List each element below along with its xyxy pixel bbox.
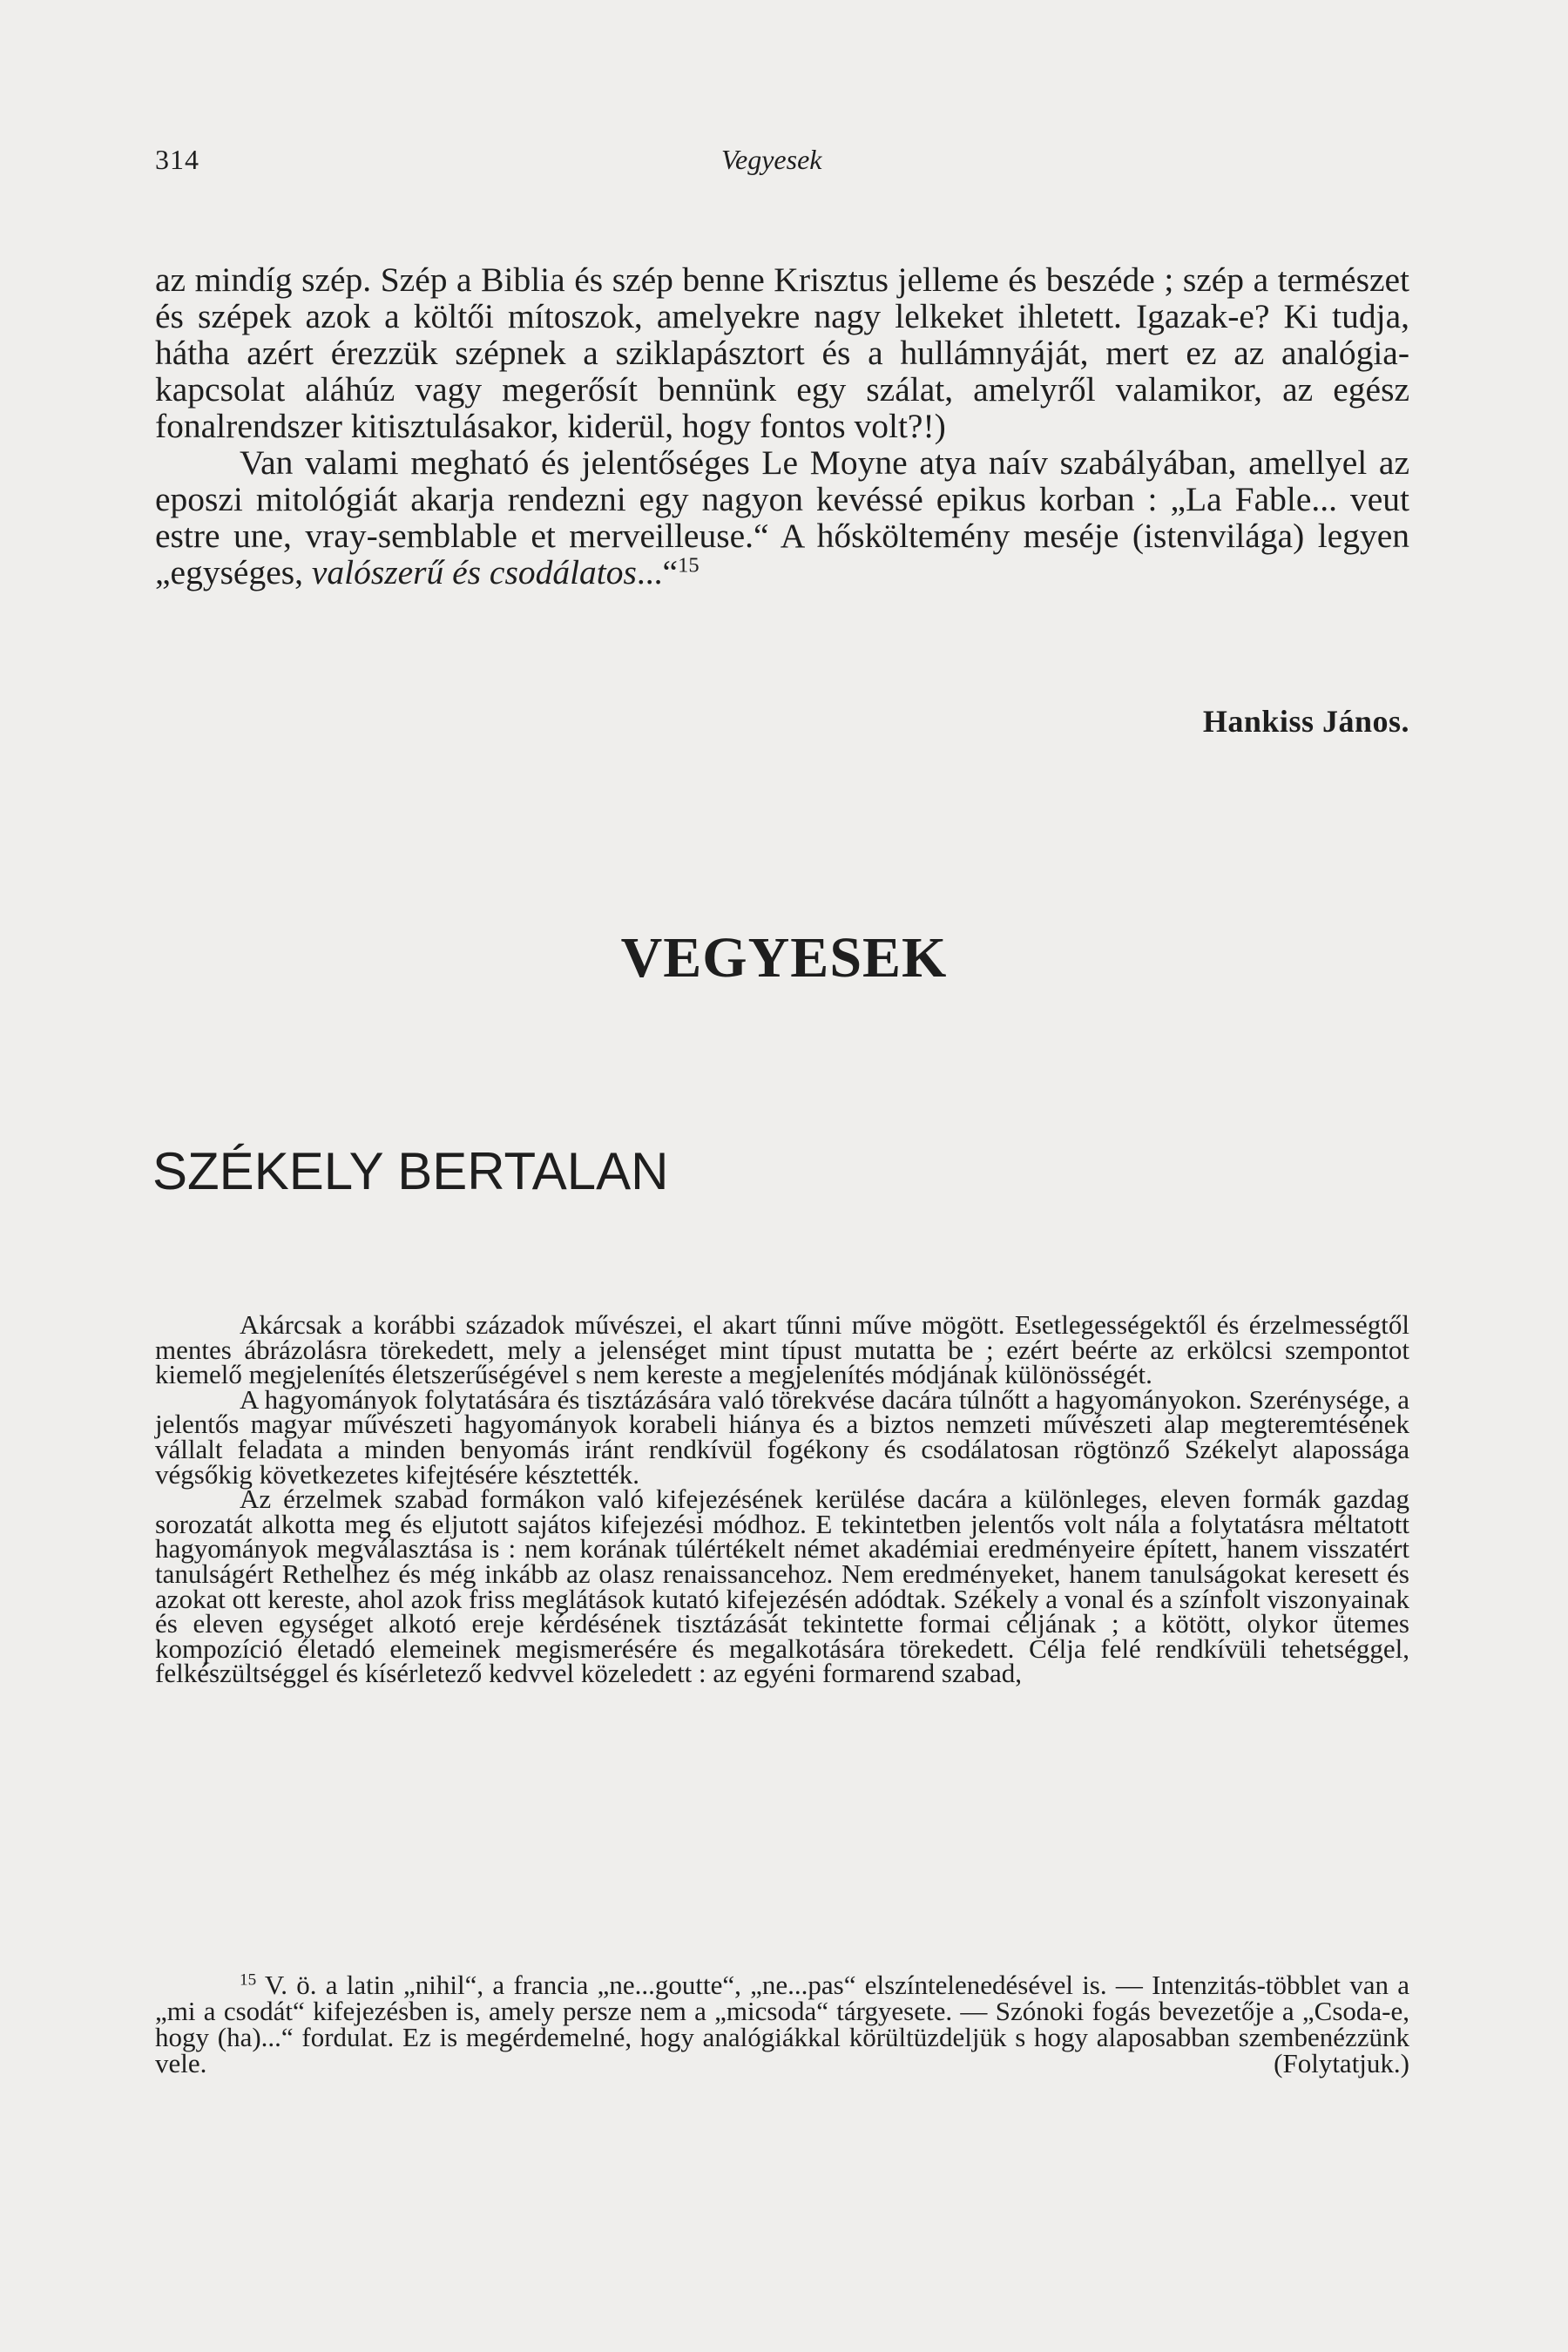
footnote-number: 15 (240, 1970, 257, 1990)
footnote-text: V. ö. a latin „nihil“, a francia „ne...goutte“, „ne...pas“ elszíntelenedésével is. — Intenzitás-többlet van a „mi a csodát“ kifejezésben is, amely persze nem a „micsoda“ tárgyesete. — Szónoki fogás bevezetője a „Csoda-e, hogy (ha)...“ fordulat. Ez is megérdemelné, hogy analógiákkal körültüzdeljük s hogy alaposabban szembenézzünk vele. (155, 1970, 1409, 2078)
footnote-reference: 15 (678, 553, 700, 578)
page-header (155, 144, 1409, 187)
paragraph: A hagyományok folytatására és tisztázására való törekvése dacára túlnőtt a hagyományokon. Szerénysége, a jelentős magyar művészeti hagyományok korabeli hiánya és a biztos nemzeti művészeti alap megteremtésének vállalt feladata a minden benyomás iránt rendkívül fogékony és csodálatosan rögtönző Székelyt alapossága végsőkig következetes kifejtésére késztették. (155, 1383, 1409, 1490)
paragraph (155, 444, 1409, 591)
quote-close: ...“ (636, 553, 679, 591)
italic-phrase: valószerű és csodálatos (311, 553, 637, 591)
footnote (155, 1972, 1409, 2077)
author-signature: Hankiss János. (1202, 704, 1409, 739)
article-body (155, 1309, 1409, 1689)
paragraph: az mindíg szép. Szép a Biblia és szép benne Krisztus jelleme és beszéde ; szép a természet és szépek azok a költői mítoszok, amelyekre nagy lelkeket ihletett. Igazak-e? Ki tudja, hátha azért érezzük szépnek a sziklapásztort és a hullámnyáját, mert ez az analógia-kapcsolat aláhúz vagy megerősít bennünk egy szálat, amelyről valamikor, az egész fonalrendszer kitisztulásakor, kiderül, hogy fontos volt?!) (155, 260, 1409, 445)
section-title: VEGYESEK (620, 926, 948, 990)
running-title: Vegyesek (721, 144, 822, 175)
paragraph: Akárcsak a korábbi századok művészei, el akart tűnni műve mögött. Esetlegességektől és érzelmességtől mentes ábrázolásra törekedett, mely a jelenséget mint típust mutatta be ; ezért beérte az erkölcsi szempontot kiemelő megjelenítés életszerűségével s nem kereste a megjelenítés módjának különösségét. (155, 1309, 1409, 1390)
previous-article-text (155, 261, 1409, 591)
paragraph: Az érzelmek szabad formákon való kifejezésének kerülése dacára a különleges, eleven formák gazdag sorozatát alkotta meg és eljutott sajátos kifejezési módhoz. E tekintetben jelentős volt nála a folytatásra méltatott hagyományok megválasztása is : nem korának túlértékelt német akadémiai eredményeire épített, hanem visszatért tanulságért Rethelhez és még inkább az olasz renaissancehoz. Nem eredményeket, hanem tanulságokat keresett és azokat ott kereste, ahol azok friss meglátások kutató kifejezésén adódtak. Székely a vonal és a színfolt viszonyainak és eleven egységet alkotó ereje kérdésének tisztázását tekintette formai céljának ; a kötött, olykor ütemes kompozíció életadó elemeinek megismerésére és megalkotására törekedett. Célja felé rendkívüli tehetséggel, felkészültséggel és kísérletező kedvvel közeledett : az egyéni formarend szabad, (155, 1484, 1409, 1689)
article-title: SZÉKELY BERTALAN (152, 1142, 669, 1200)
footnote-paragraph (155, 1972, 1409, 2077)
continued-note: (Folytatjuk.) (1274, 2048, 1409, 2078)
paragraph-text: Van valami megható és jelentőséges Le Moyne atya naív szabályában, amellyel az eposzi mitológiát akarja rendezni egy nagyon kevéssé epikus korban : „La Fable... veut estre une, vray-semblable et merveilleuse.“ A hősköltemény meséje (istenvilága) legyen „egységes, (155, 443, 1409, 591)
page-number: 314 (155, 144, 199, 175)
